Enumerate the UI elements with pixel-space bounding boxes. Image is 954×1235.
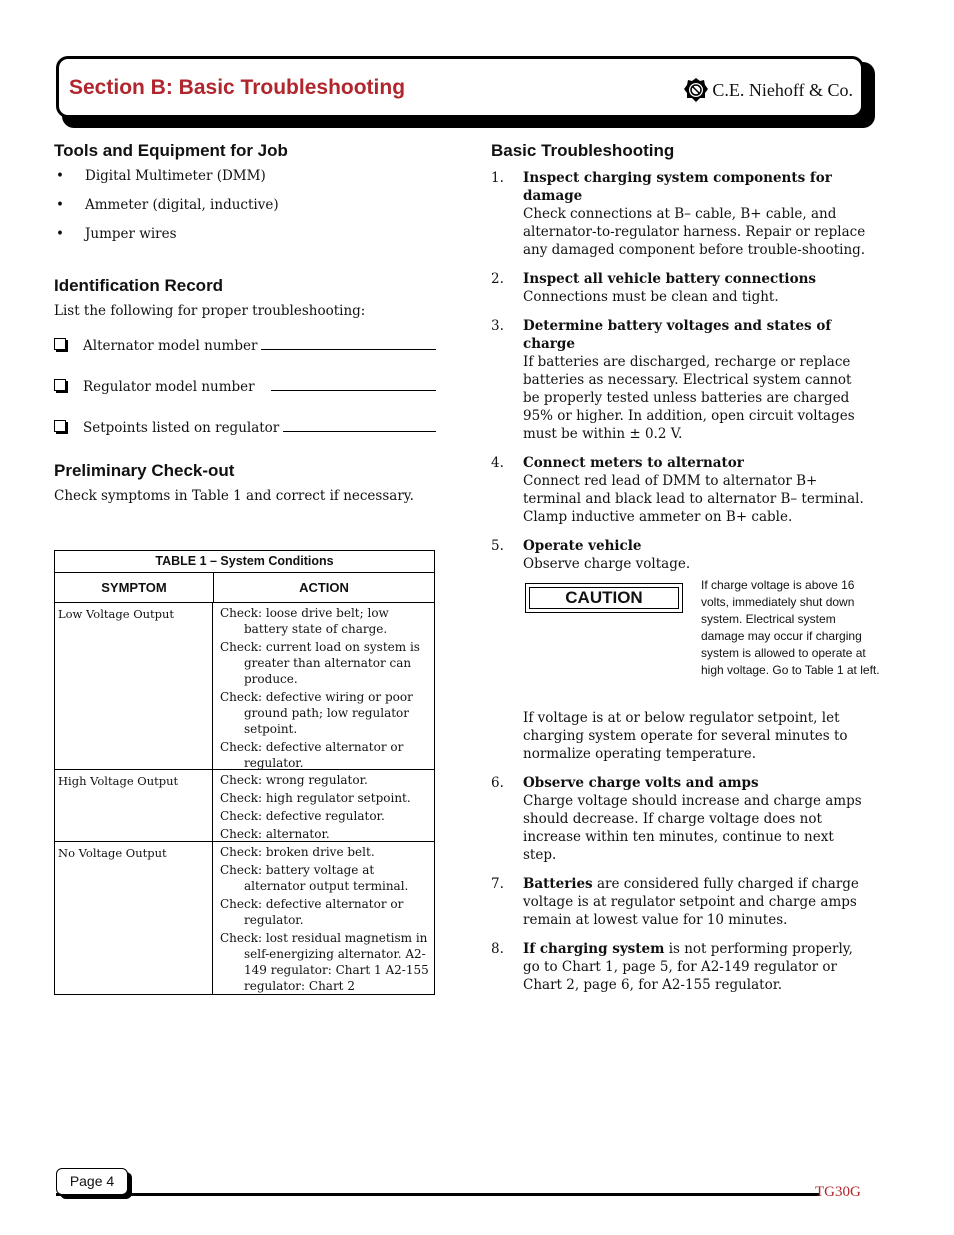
column-header-symptom: SYMPTOM bbox=[55, 573, 214, 602]
step-item: 4. Connect meters to alternator Connect red lead of DMM to alternator B+ terminal and black lead to alternator B– terminal. Clamp inductive ammeter on B+ cable. bbox=[491, 455, 864, 525]
checkbox-icon[interactable] bbox=[54, 379, 66, 391]
list-item: • Ammeter (digital, inductive) bbox=[56, 197, 279, 213]
symptom-cell: No Voltage Output bbox=[55, 842, 213, 994]
fill-in-line bbox=[271, 390, 436, 391]
identification-fields bbox=[54, 332, 436, 436]
step-item: 5. Operate vehicle Observe charge voltage. CAUTION If charge voltage is above 16 volts, immediately shut down system. Electrical system damage may occur if charging system is allowed to operate at high voltage. Go to Table 1 at left. If voltage is at or below regulator setpoint, let charging system operate for several minutes to normalize operating temperature. bbox=[491, 538, 880, 762]
record-field-alternator[interactable]: Alternator model number bbox=[54, 332, 436, 354]
footer-rule bbox=[56, 1193, 820, 1196]
action-cell: Check: wrong regulator. Check: high regulator setpoint. Check: defective regulator. Check: alternator. bbox=[220, 773, 411, 841]
basic-troubleshooting-heading: Basic Troubleshooting bbox=[491, 141, 675, 160]
company-logo-icon bbox=[683, 77, 709, 103]
caution-note: If charge voltage is above 16 volts, immediately shut down system. Electrical system damage may occur if charging system is allowed to operate at high voltage. Go to Table 1 at left. bbox=[701, 578, 880, 677]
document-id: TG30G bbox=[815, 1184, 861, 1200]
action-cell: Check: loose drive belt; low battery state of charge. Check: current load on system is greater than alternator can produce. Check: defective wiring or poor ground path; low regulator setpoint. Check: defective alternator or regulator. bbox=[220, 606, 420, 770]
symptom-cell: Low Voltage Output bbox=[55, 603, 213, 769]
step-item: 7. Batteries are considered fully charged if charge voltage is at regulator setpoint and charge amps remain at lowest value for 10 minutes. bbox=[491, 876, 859, 928]
caution-label: CAUTION bbox=[529, 587, 679, 609]
table-header bbox=[55, 573, 434, 603]
page-number: Page 4 bbox=[56, 1168, 128, 1195]
troubleshooting-steps bbox=[491, 169, 880, 994]
tools-heading: Tools and Equipment for Job bbox=[54, 141, 288, 160]
record-field-setpoints[interactable]: Setpoints listed on regulator bbox=[54, 414, 436, 436]
fill-in-line bbox=[261, 349, 436, 350]
action-cell: Check: broken drive belt. Check: battery voltage at alternator output terminal. Check: defective alternator or regulator. Check: lost residual magnetism in self-energizing alternator. A2-149 regulator: Chart 1 A2-155 regulator: Chart 2 bbox=[220, 845, 429, 993]
tools-list bbox=[54, 167, 436, 243]
step-followup: If voltage is at or below regulator setpoint, let charging system operate for several minutes to normalize operating temperature. bbox=[523, 710, 848, 762]
symptom-cell: High Voltage Output bbox=[55, 770, 213, 841]
caution-block bbox=[523, 577, 880, 705]
section-header bbox=[56, 56, 864, 118]
preliminary-heading: Preliminary Check-out bbox=[54, 461, 235, 480]
identification-heading: Identification Record bbox=[54, 276, 224, 295]
record-field-regulator[interactable]: Regulator model number bbox=[54, 373, 436, 395]
table-row bbox=[55, 842, 434, 994]
step-item: 1. Inspect charging system components for damage Check connections at B– cable, B+ cable, and alternator-to-regulator harness. Repair or replace any damaged component before trouble-shooting. bbox=[491, 170, 866, 258]
left-column bbox=[54, 141, 436, 505]
section-title: Section B: Basic Troubleshooting bbox=[69, 76, 406, 99]
checkbox-icon[interactable] bbox=[54, 338, 66, 350]
right-column bbox=[491, 141, 880, 1005]
company-brand bbox=[683, 77, 853, 103]
step-item: 6. Observe charge volts and amps Charge voltage should increase and charge amps should decrease. If charge voltage does not increase within ten minutes, continue to next step. bbox=[491, 775, 862, 863]
checkbox-icon[interactable] bbox=[54, 420, 66, 432]
step-item: 8. If charging system is not performing properly, go to Chart 1, page 5, for A2-149 regulator or Chart 2, page 6, for A2-155 regulator. bbox=[491, 941, 853, 993]
list-item: • Digital Multimeter (DMM) bbox=[56, 168, 266, 184]
system-conditions-table bbox=[54, 550, 435, 995]
list-item: • Jumper wires bbox=[56, 226, 177, 242]
step-item: 3. Determine battery voltages and states of charge If batteries are discharged, recharge or replace batteries as necessary. Electrical system cannot be properly tested unless batteries are charged 95% or higher. In addition, open circuit voltages must be within ± 0.2 V. bbox=[491, 318, 855, 442]
column-header-action: ACTION bbox=[299, 580, 349, 595]
table-row bbox=[55, 770, 434, 842]
caution-box bbox=[525, 583, 683, 613]
step-item: 2. Inspect all vehicle battery connections Connections must be clean and tight. bbox=[491, 271, 816, 305]
table-title: TABLE 1 – System Conditions bbox=[55, 551, 434, 573]
identification-intro: List the following for proper troubleshooting: bbox=[54, 303, 366, 319]
preliminary-intro: Check symptoms in Table 1 and correct if necessary. bbox=[54, 488, 414, 504]
company-name: C.E. Niehoff & Co. bbox=[712, 79, 853, 100]
table-row bbox=[55, 603, 434, 770]
fill-in-line bbox=[283, 431, 436, 432]
